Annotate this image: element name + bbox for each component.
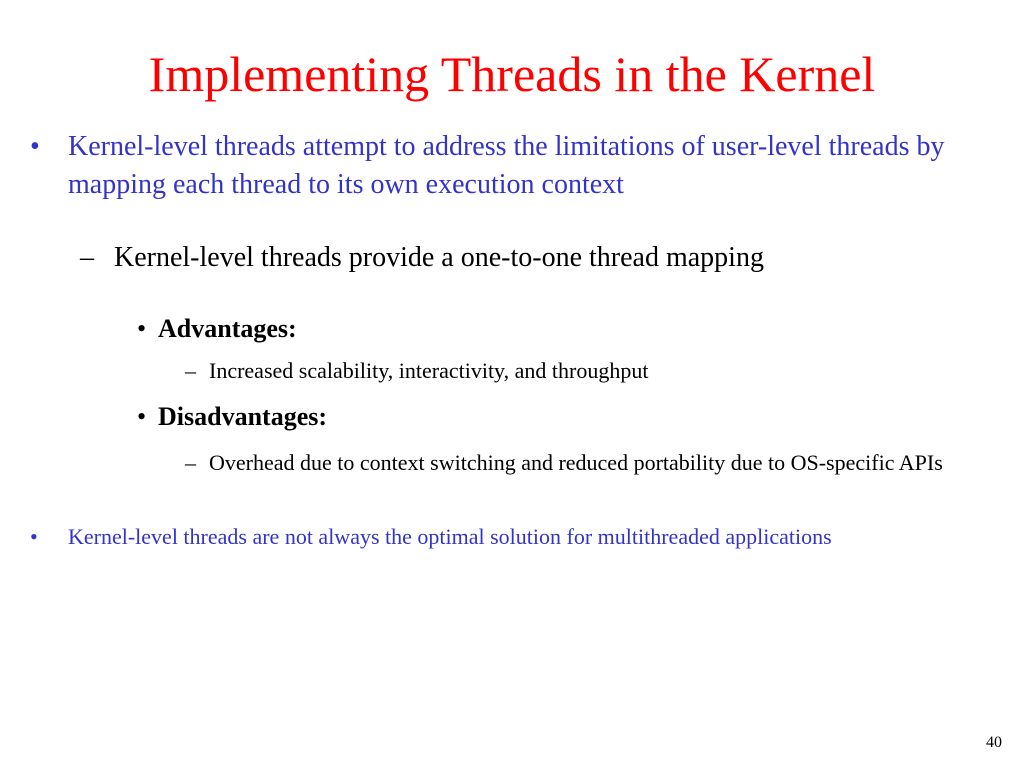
slide-title: Implementing Threads in the Kernel [148,46,876,102]
sub-bullet-one-to-one-mapping [80,239,980,277]
bullet-marker: • [30,524,38,549]
advantages-label: Advantages: [158,314,297,343]
dash-marker: – [185,450,196,475]
disadvantages-label: Disadvantages: [158,402,328,431]
advantages-detail [185,356,965,386]
bullet-marker: • [30,131,40,162]
bullet-text: Kernel-level threads are not always the optimal solution for multithreaded applications [68,524,832,549]
bullet-not-always-optimal [30,520,970,554]
disadvantages-detail-text: Overhead due to context switching and reduced portability due to OS-specific APIs [209,450,943,475]
disadvantages-heading [137,400,837,434]
dash-marker: – [80,242,94,273]
bullet-marker: • [137,402,147,431]
disadvantages-detail [185,448,965,478]
dash-marker: – [185,358,196,383]
page-number: 40 [986,734,1002,751]
advantages-heading [137,312,837,346]
advantages-detail-text: Increased scalability, interactivity, and throughput [209,358,649,383]
bullet-marker: • [137,314,147,343]
bullet-kernel-level-threads-intro [30,128,1000,204]
bullet-text: Kernel-level threads attempt to address the limitations of user-level threads by mapping each thread to its own execution context [68,131,945,200]
sub-bullet-text: Kernel-level threads provide a one-to-one thread mapping [114,242,764,273]
